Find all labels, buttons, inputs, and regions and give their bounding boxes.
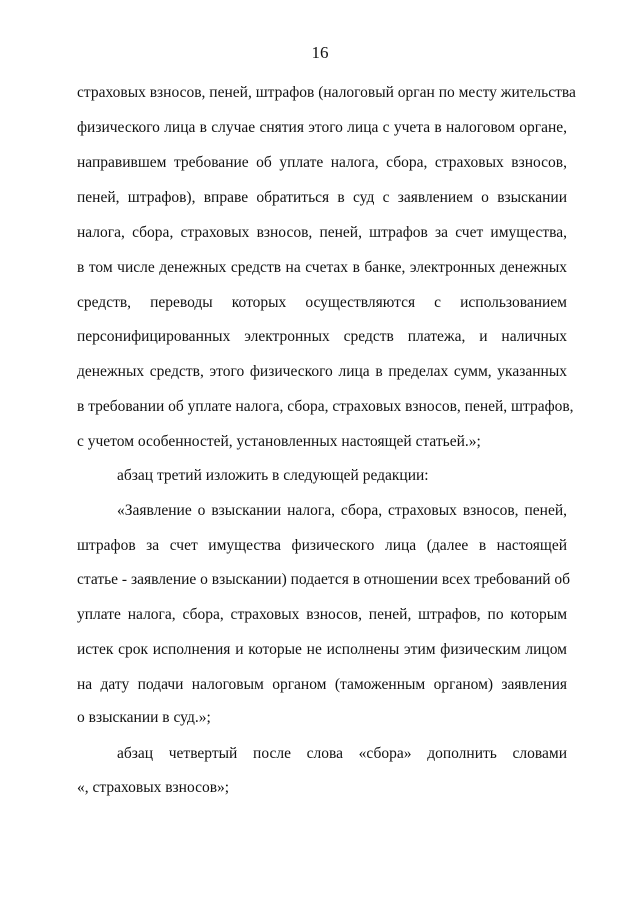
- paragraph-start-line: абзац третий изложить в следующей редакции:: [117, 467, 429, 484]
- text-line: персонифицированных электронных средств платежа, и наличных: [77, 328, 567, 345]
- text-line: денежных средств, этого физического лица в пределах сумм, указанных: [77, 363, 567, 380]
- text-line: статье - заявление о взыскании) подается в отношении всех требований об: [77, 571, 571, 588]
- text-line: на дату подачи налоговым органом (таможенным органом) заявления: [77, 676, 567, 693]
- text-line: уплате налога, сбора, страховых взносов, пеней, штрафов, по которым: [77, 606, 567, 623]
- paragraph-start-line: «Заявление о взыскании налога, сбора, страховых взносов, пеней,: [117, 502, 567, 519]
- text-line: истек срок исполнения и которые не исполнены этим физическим лицом: [77, 641, 567, 658]
- text-line: в требовании об уплате налога, сбора, страховых взносов, пеней, штрафов,: [77, 398, 574, 415]
- text-line: страховых взносов, пеней, штрафов (налоговый орган по месту жительства: [77, 84, 576, 101]
- paragraph-start-line: абзац четвертый после слова «сбора» дополнить словами: [117, 745, 567, 762]
- text-line: средств, переводы которых осуществляются с использованием: [77, 294, 567, 311]
- text-line: штрафов за счет имущества физического лица (далее в настоящей: [77, 537, 567, 554]
- text-line: о взыскании в суд.»;: [77, 709, 211, 726]
- text-line: с учетом особенностей, установленных настоящей статьей.»;: [77, 433, 481, 450]
- text-line: «, страховых взносов»;: [77, 779, 230, 796]
- text-line: физического лица в случае снятия этого лица с учета в налоговом органе,: [77, 119, 567, 136]
- text-line: налога, сбора, страховых взносов, пеней, штрафов за счет имущества,: [77, 224, 567, 241]
- text-line: направившем требование об уплате налога, сбора, страховых взносов,: [77, 154, 567, 171]
- text-line: в том числе денежных средств на счетах в банке, электронных денежных: [77, 259, 567, 276]
- text-line: пеней, штрафов), вправе обратиться в суд с заявлением о взыскании: [77, 189, 567, 206]
- page-number: 16: [311, 43, 329, 62]
